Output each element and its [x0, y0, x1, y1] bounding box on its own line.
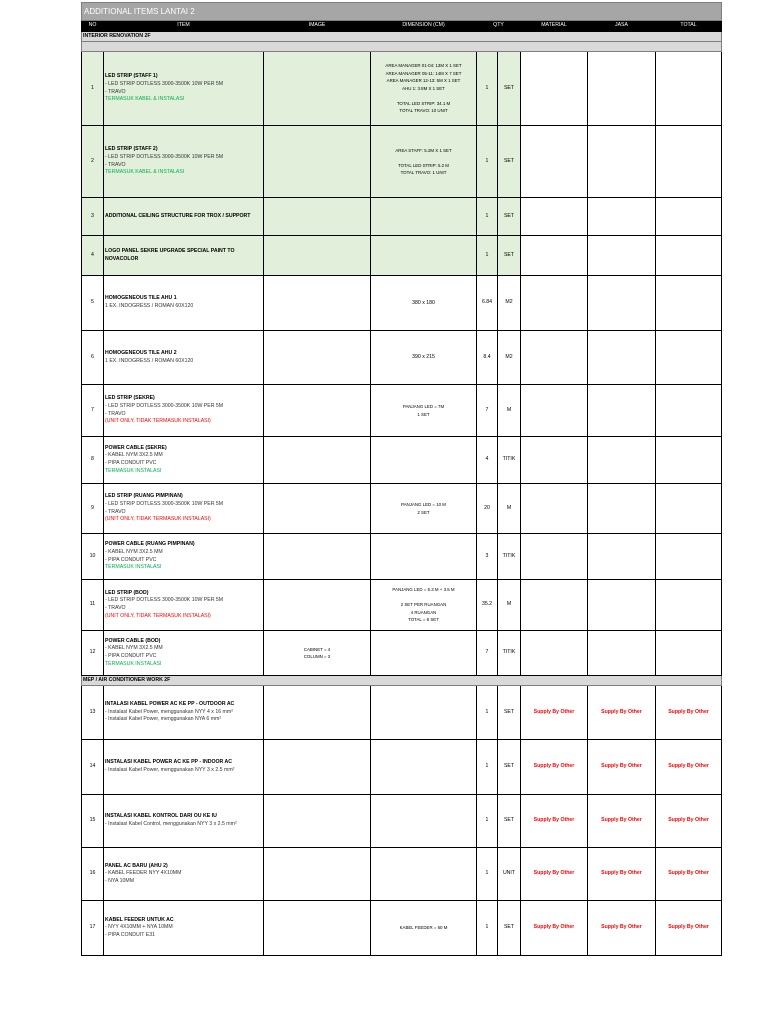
- cell-unit[interactable]: UNIT: [498, 848, 521, 901]
- cell-jasa[interactable]: [588, 331, 656, 385]
- cell-no[interactable]: 11: [82, 580, 104, 631]
- cell-no[interactable]: 10: [82, 534, 104, 580]
- dimension-line: PANJANG LED = 7M: [402, 404, 445, 410]
- cell-dimension[interactable]: [371, 740, 477, 795]
- cell-qty[interactable]: 1: [477, 126, 498, 198]
- item-title: POWER CABLE (SEKRE): [105, 444, 167, 451]
- cell-total[interactable]: Supply By Other: [656, 740, 722, 795]
- title-row: [82, 3, 722, 21]
- item-title: PANEL AC BARU (AHU 2): [105, 862, 168, 869]
- cell-no[interactable]: 8: [82, 437, 104, 484]
- cell-qty[interactable]: 1: [477, 795, 498, 848]
- cell-image[interactable]: [264, 901, 371, 956]
- dimension-line: TOTAL TRAVO: 1 UNIT: [400, 169, 447, 175]
- cell-qty[interactable]: 1: [477, 198, 498, 236]
- cell-item[interactable]: [104, 534, 264, 580]
- cell-item[interactable]: [104, 848, 264, 901]
- cell-jasa[interactable]: Supply By Other: [588, 740, 656, 795]
- cell-total[interactable]: [656, 437, 722, 484]
- dimension-line: TOTAL TRAVO: 10 UNIT: [399, 108, 448, 114]
- cell-item[interactable]: [104, 276, 264, 331]
- cell-no[interactable]: 7: [82, 385, 104, 437]
- item-title: LED STRIP (STAFF 1): [105, 73, 158, 80]
- cell-image[interactable]: [264, 631, 371, 676]
- table-row: [82, 385, 722, 437]
- section-row: [82, 32, 722, 42]
- item-spec-line: - LED STRIP DOTLESS 3000-3500K 10W PER 5M: [105, 500, 224, 507]
- table-row: [82, 52, 722, 126]
- items-table: [81, 2, 722, 956]
- cell-material[interactable]: [521, 126, 588, 198]
- cell-item[interactable]: [104, 686, 264, 740]
- cell-dimension[interactable]: [371, 686, 477, 740]
- cell-item[interactable]: [104, 236, 264, 276]
- cell-dimension[interactable]: [371, 631, 477, 676]
- item-spec-line: - TRAVO: [105, 410, 126, 417]
- dimension-line: 4 RUANGAN: [410, 609, 437, 615]
- cell-item[interactable]: [104, 331, 264, 385]
- dimension-line: AHU 1: 3.8M X 1 SET: [402, 85, 445, 91]
- dimension-line: AREA STAFF: 5.2M X 1 SET: [395, 147, 452, 153]
- dimension-line: PANJANG LED = 10 M: [401, 502, 446, 508]
- cell-qty[interactable]: 3: [477, 534, 498, 580]
- cell-unit[interactable]: TITIK: [498, 437, 521, 484]
- item-spec-line: - KABEL NYM 3X2.5 MM: [105, 645, 163, 652]
- table-row: [82, 126, 722, 198]
- spreadsheet: [81, 2, 721, 956]
- dimension-line: 2 SET PER RUANGAN: [400, 602, 447, 608]
- cell-jasa[interactable]: [588, 580, 656, 631]
- cell-jasa[interactable]: [588, 484, 656, 534]
- cell-total[interactable]: [656, 126, 722, 198]
- cell-unit[interactable]: SET: [498, 52, 521, 126]
- cell-no[interactable]: 6: [82, 331, 104, 385]
- cell-no[interactable]: 16: [82, 848, 104, 901]
- item-spec-line: - LED STRIP DOTLESS 3000-3500K 10W PER 5M: [105, 80, 224, 87]
- cell-jasa[interactable]: Supply By Other: [588, 848, 656, 901]
- dimension-line: TOTAL = 8 SET: [408, 617, 439, 623]
- header-no[interactable]: NO: [82, 21, 104, 32]
- cell-no[interactable]: 5: [82, 276, 104, 331]
- table-row: [82, 686, 722, 740]
- cell-item[interactable]: [104, 631, 264, 676]
- table-row: [82, 631, 722, 676]
- cell-dimension[interactable]: [371, 580, 477, 631]
- item-spec-line: - TRAVO: [105, 508, 126, 515]
- cell-image[interactable]: [264, 484, 371, 534]
- cell-qty[interactable]: 7: [477, 631, 498, 676]
- cell-jasa[interactable]: [588, 52, 656, 126]
- item-spec-line: - LED STRIP DOTLESS 3000-3500K 10W PER 5M: [105, 402, 224, 409]
- item-note: TERMASUK KABEL & INSTALASI: [105, 169, 185, 176]
- item-title: INTALASI KABEL POWER AC KE PP - OUTDOOR AC: [105, 701, 235, 708]
- cell-image[interactable]: [264, 385, 371, 437]
- item-spec-line: - PIPA CONDUIT E31: [105, 931, 155, 938]
- item-spec-line: - PIPA CONDUIT PVC: [105, 460, 157, 466]
- cell-unit[interactable]: M: [498, 580, 521, 631]
- cell-material[interactable]: Supply By Other: [521, 686, 588, 740]
- item-note: (UNIT ONLY, TIDAK TERMASUK INSTALASI): [105, 418, 211, 425]
- cell-unit[interactable]: TITIK: [498, 631, 521, 676]
- dimension-line: AREA MANAGER 05-11: 14M X 7 SET: [385, 70, 462, 76]
- item-spec-line: - TRAVO: [105, 161, 126, 168]
- cell-material[interactable]: [521, 276, 588, 331]
- item-spec-line: - TRAVO: [105, 605, 126, 611]
- cell-jasa[interactable]: [588, 437, 656, 484]
- cell-item[interactable]: [104, 740, 264, 795]
- cell-dimension[interactable]: [371, 385, 477, 437]
- cell-total[interactable]: Supply By Other: [656, 901, 722, 956]
- item-note: TERMASUK INSTALASI: [105, 564, 162, 571]
- cell-qty[interactable]: 7: [477, 385, 498, 437]
- image-note: CABINET = 4 COLUMN = 3: [303, 646, 331, 659]
- item-title: HOMOGENEOUS TILE AHU 1: [105, 295, 177, 302]
- cell-material[interactable]: [521, 484, 588, 534]
- cell-unit[interactable]: M: [498, 484, 521, 534]
- cell-dimension[interactable]: [371, 484, 477, 534]
- item-spec-line: - KABEL FEEDER NYY 4X10MM: [105, 870, 182, 877]
- table-row: [82, 534, 722, 580]
- cell-total[interactable]: [656, 52, 722, 126]
- header-dimension[interactable]: DIMENSION (CM): [371, 21, 477, 32]
- cell-unit[interactable]: SET: [498, 901, 521, 956]
- cell-image[interactable]: [264, 276, 371, 331]
- cell-unit[interactable]: M: [498, 385, 521, 437]
- cell-item[interactable]: [104, 198, 264, 236]
- section-interior[interactable]: INTERIOR RENOVATION 2F: [82, 32, 722, 42]
- item-title: LED STRIP (STAFF 2): [105, 146, 158, 153]
- sheet-title[interactable]: ADDITIONAL ITEMS LANTAI 2: [82, 3, 722, 21]
- item-spec-line: - Instalasi Kabel Control, menggunakan NYY 3 x 2.5 mm²: [105, 821, 237, 827]
- cell-dimension[interactable]: [371, 901, 477, 956]
- cell-qty[interactable]: 8.4: [477, 331, 498, 385]
- cell-jasa[interactable]: [588, 385, 656, 437]
- item-title: LED STRIP (RUANG PIMPINAN): [105, 493, 183, 500]
- cell-unit[interactable]: SET: [498, 236, 521, 276]
- cell-image[interactable]: [264, 534, 371, 580]
- cell-item[interactable]: [104, 126, 264, 198]
- cell-jasa[interactable]: [588, 276, 656, 331]
- cell-qty[interactable]: 35.2: [477, 580, 498, 631]
- cell-image[interactable]: [264, 795, 371, 848]
- cell-jasa[interactable]: [588, 534, 656, 580]
- table-row: [82, 795, 722, 848]
- cell-qty[interactable]: 1: [477, 686, 498, 740]
- cell-material[interactable]: Supply By Other: [521, 848, 588, 901]
- table-row: [82, 437, 722, 484]
- cell-qty[interactable]: 20: [477, 484, 498, 534]
- dimension-line: [372, 594, 475, 601]
- table-row: [82, 276, 722, 331]
- table-row: [82, 331, 722, 385]
- header-row: [82, 21, 722, 32]
- cell-jasa[interactable]: [588, 198, 656, 236]
- cell-image[interactable]: [264, 740, 371, 795]
- item-spec-line: 1 EX. INDOGRESS / ROMAN 60X120: [105, 357, 194, 364]
- item-spec-line: - Instalasi Kabel Power, menggunakan NYY 4 x 16 mm²: [105, 708, 233, 715]
- cell-dimension[interactable]: [371, 276, 477, 331]
- item-spec-line: - KABEL NYM 3X2.5 MM: [105, 548, 163, 555]
- cell-total[interactable]: Supply By Other: [656, 686, 722, 740]
- dimension-line: 380 x 180: [412, 299, 435, 306]
- table-row: [82, 901, 722, 956]
- cell-dimension[interactable]: [371, 236, 477, 276]
- cell-dimension[interactable]: [371, 52, 477, 126]
- cell-no[interactable]: 3: [82, 198, 104, 236]
- cell-item[interactable]: [104, 901, 264, 956]
- cell-no[interactable]: 9: [82, 484, 104, 534]
- header-qty[interactable]: QTY: [477, 21, 521, 32]
- cell-item[interactable]: [104, 580, 264, 631]
- item-title: HOMOGENEOUS TILE AHU 2: [105, 349, 177, 356]
- cell-image[interactable]: [264, 198, 371, 236]
- blank-row: [82, 42, 722, 52]
- dimension-line: AREA MANAGER 12-13: 5M X 1 SET: [386, 78, 461, 84]
- cell-qty[interactable]: 1: [477, 236, 498, 276]
- cell-material[interactable]: Supply By Other: [521, 740, 588, 795]
- cell-unit[interactable]: M2: [498, 276, 521, 331]
- item-title: POWER CABLE (BOD): [105, 637, 161, 644]
- cell-material[interactable]: [521, 580, 588, 631]
- cell-qty[interactable]: 4: [477, 437, 498, 484]
- cell-material[interactable]: [521, 534, 588, 580]
- cell-image[interactable]: [264, 686, 371, 740]
- cell-item[interactable]: [104, 795, 264, 848]
- item-title: INSTALASI KABEL POWER AC KE PP - INDOOR AC: [105, 759, 233, 766]
- cell-unit[interactable]: TITIK: [498, 534, 521, 580]
- cell-image[interactable]: [264, 126, 371, 198]
- blank-cell[interactable]: [82, 42, 722, 52]
- header-total[interactable]: TOTAL: [656, 21, 722, 32]
- cell-dimension[interactable]: [371, 534, 477, 580]
- table-row: [82, 740, 722, 795]
- cell-qty[interactable]: 1: [477, 848, 498, 901]
- dimension-line: PANJANG LED = 5.3 M + 3.5 M: [392, 587, 455, 593]
- cell-material[interactable]: Supply By Other: [521, 901, 588, 956]
- cell-dimension[interactable]: [371, 198, 477, 236]
- cell-unit[interactable]: SET: [498, 126, 521, 198]
- item-title: LED STRIP (BOD): [105, 589, 149, 596]
- cell-image[interactable]: [264, 580, 371, 631]
- item-title: ADDITIONAL CEILING STRUCTURE FOR TROX / SUPPORT: [105, 212, 251, 219]
- cell-jasa[interactable]: Supply By Other: [588, 795, 656, 848]
- cell-total[interactable]: [656, 631, 722, 676]
- item-spec-line: 1 EX. INDOGRESS / ROMAN 60X120: [105, 303, 194, 309]
- table-row: [82, 484, 722, 534]
- header-item[interactable]: ITEM: [104, 21, 264, 32]
- cell-material[interactable]: [521, 52, 588, 126]
- cell-no[interactable]: 15: [82, 795, 104, 848]
- header-image[interactable]: IMAGE: [264, 21, 371, 32]
- cell-no[interactable]: 17: [82, 901, 104, 956]
- cell-unit[interactable]: M2: [498, 331, 521, 385]
- cell-total[interactable]: [656, 276, 722, 331]
- cell-dimension[interactable]: [371, 437, 477, 484]
- item-note: (UNIT ONLY, TIDAK TERMASUK INSTALASI): [105, 516, 211, 523]
- cell-item[interactable]: [104, 437, 264, 484]
- cell-total[interactable]: [656, 385, 722, 437]
- item-spec-line: - PIPA CONDUIT PVC: [105, 653, 157, 659]
- cell-total[interactable]: [656, 534, 722, 580]
- cell-total[interactable]: Supply By Other: [656, 848, 722, 901]
- cell-no[interactable]: 13: [82, 686, 104, 740]
- table-row: [82, 236, 722, 276]
- item-spec-line: - TRAVO: [105, 88, 126, 95]
- item-title: INSTALASI KABEL KONTROL DARI OU KE IU: [105, 813, 217, 820]
- cell-image[interactable]: [264, 52, 371, 126]
- item-spec-line: - Instalasi Kabel Power, menggunakan NYY 3 x 2.5 mm²: [105, 767, 235, 773]
- item-spec-line: - Instalasi Kabel Power, menggunakan NYA 6 mm²: [105, 716, 222, 723]
- cell-jasa[interactable]: [588, 126, 656, 198]
- cell-total[interactable]: Supply By Other: [656, 795, 722, 848]
- cell-jasa[interactable]: [588, 631, 656, 676]
- cell-dimension[interactable]: [371, 126, 477, 198]
- cell-image[interactable]: [264, 236, 371, 276]
- dimension-line: [372, 154, 475, 161]
- cell-material[interactable]: Supply By Other: [521, 795, 588, 848]
- cell-unit[interactable]: SET: [498, 795, 521, 848]
- cell-image[interactable]: [264, 331, 371, 385]
- dimension-line: TOTAL LED STRIP: 34.1 M: [396, 100, 451, 106]
- cell-item[interactable]: [104, 385, 264, 437]
- item-spec-line: - PIPA CONDUIT PVC: [105, 556, 157, 563]
- cell-unit[interactable]: SET: [498, 198, 521, 236]
- item-title: POWER CABLE (RUANG PIMPINAN): [105, 541, 195, 548]
- cell-total[interactable]: [656, 484, 722, 534]
- cell-total[interactable]: [656, 331, 722, 385]
- cell-material[interactable]: [521, 631, 588, 676]
- cell-jasa[interactable]: Supply By Other: [588, 686, 656, 740]
- table-row: [82, 580, 722, 631]
- item-title: KABEL FEEDER UNTUK AC: [105, 916, 174, 923]
- dimension-line: TOTAL LED STRIP: 5.2 M: [398, 162, 449, 168]
- cell-material[interactable]: [521, 236, 588, 276]
- item-title: LED STRIP (SEKRE): [105, 395, 155, 402]
- cell-dimension[interactable]: [371, 795, 477, 848]
- cell-no[interactable]: 4: [82, 236, 104, 276]
- cell-no[interactable]: 14: [82, 740, 104, 795]
- item-spec-line: - NYA 10MM: [105, 877, 135, 884]
- item-title: LOGO PANEL SEKRE UPGRADE SPECIAL PAINT TO NOVACOLOR: [105, 247, 235, 262]
- section-row: [82, 676, 722, 686]
- cell-total[interactable]: [656, 198, 722, 236]
- cell-total[interactable]: [656, 236, 722, 276]
- cell-jasa[interactable]: [588, 236, 656, 276]
- dimension-line: AREA MANAGER 01-04: 13M X 1 SET: [385, 63, 462, 69]
- item-note: TERMASUK INSTALASI: [105, 660, 162, 667]
- table-row: [82, 848, 722, 901]
- cell-material[interactable]: [521, 331, 588, 385]
- item-spec-line: - LED STRIP DOTLESS 3000-3500K 10W PER 5M: [105, 597, 224, 604]
- cell-material[interactable]: [521, 385, 588, 437]
- cell-jasa[interactable]: Supply By Other: [588, 901, 656, 956]
- item-spec-line: - KABEL NYM 3X2.5 MM: [105, 452, 163, 459]
- cell-total[interactable]: [656, 580, 722, 631]
- cell-unit[interactable]: SET: [498, 686, 521, 740]
- cell-dimension[interactable]: [371, 848, 477, 901]
- cell-qty[interactable]: 1: [477, 52, 498, 126]
- dimension-line: 2 SET: [417, 509, 430, 515]
- cell-no[interactable]: 1: [82, 52, 104, 126]
- cell-item[interactable]: [104, 52, 264, 126]
- dimension-line: KABEL FEEDER = 60 M: [399, 925, 448, 931]
- cell-image[interactable]: [264, 437, 371, 484]
- item-note: (UNIT ONLY, TIDAK TERMASUK INSTALASI): [105, 612, 211, 619]
- dimension-line: 1 SET: [417, 411, 430, 417]
- cell-qty[interactable]: 1: [477, 901, 498, 956]
- table-row: [82, 198, 722, 236]
- cell-material[interactable]: [521, 437, 588, 484]
- item-spec-line: - NYY 4X10MM + NYA 10MM: [105, 924, 173, 931]
- cell-no[interactable]: 2: [82, 126, 104, 198]
- cell-qty[interactable]: 1: [477, 740, 498, 795]
- item-spec-line: - LED STRIP DOTLESS 3000-3500K 10W PER 5M: [105, 153, 224, 160]
- header-jasa[interactable]: JASA: [588, 21, 656, 32]
- cell-item[interactable]: [104, 484, 264, 534]
- header-material[interactable]: MATERIAL: [521, 21, 588, 32]
- cell-no[interactable]: 12: [82, 631, 104, 676]
- cell-dimension[interactable]: [371, 331, 477, 385]
- cell-material[interactable]: [521, 198, 588, 236]
- dimension-line: [372, 92, 475, 99]
- cell-qty[interactable]: 6.84: [477, 276, 498, 331]
- item-note: TERMASUK KABEL & INSTALASI: [105, 96, 185, 103]
- cell-image[interactable]: [264, 848, 371, 901]
- dimension-line: 390 x 215: [412, 354, 435, 361]
- item-note: TERMASUK INSTALASI: [105, 467, 162, 474]
- section-mep[interactable]: MEP / AIR CONDITIONER WORK 2F: [82, 676, 722, 686]
- cell-unit[interactable]: SET: [498, 740, 521, 795]
